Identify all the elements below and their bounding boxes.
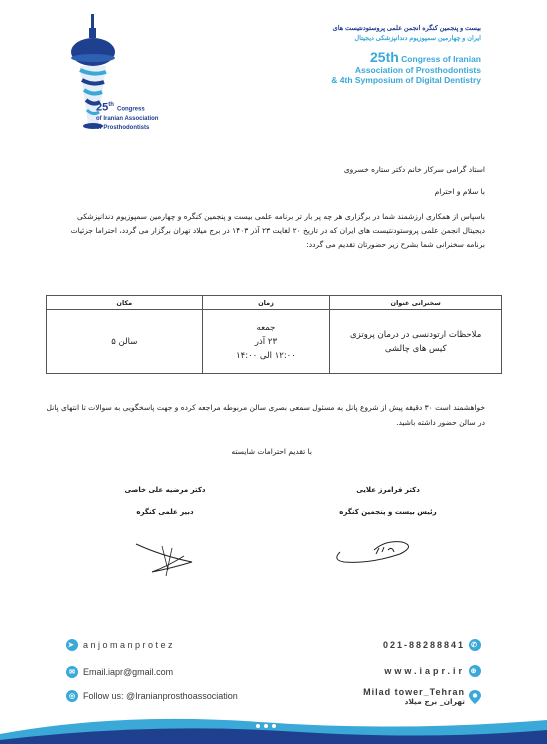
email-contact: ✉ Email.iapr@gmail.com: [66, 666, 173, 678]
instruction-note: خواهشمند است ۳۰ دقیقه پیش از شروع پانل به مسئول سمعی بصری سالن مربوطه مراجعه کرده و جهت پاسخگویی به سوالات تا انتهای پانل در سالن حضور داشته باشید.: [46, 403, 485, 427]
signature-block-president: [318, 486, 458, 516]
table-row: [47, 310, 502, 374]
footer-wave-decoration: [0, 712, 547, 744]
intro-paragraph: باسپاس از همکاری ارزشمند شما در برگزاری هر چه پر بار تر برنامه علمی بیست و پنجمین کنگره و چهارمین سمپوزیوم دندانپزشکی دیجیتال انجمن علمی پروستودنتیست های ایران که در تاریخ ۲۰ لغایت ۲۳ آذر ۱۴۰۳ در برج میلاد تهران برگزار می گردد، احتراما جزئیات برنامه سخنرانی شما بشرح زیر حضورتان تقدیم می گردد:: [70, 212, 485, 249]
schedule-table: [46, 295, 502, 374]
telegram-icon: ➤: [66, 639, 78, 651]
signature-block-secretary: [95, 486, 235, 516]
header-fa-line2: ایران و چهارمین سمپوزیوم دندانپزشکی دیجیتال: [354, 35, 481, 42]
recipient-line: استاد گرامی سرکار خانم دکتر ستاره خسروی: [343, 165, 485, 174]
closing-regards: با تقدیم احترامات شایسته: [231, 447, 312, 456]
instagram-contact: ◎ Follow us: @Iranianprosthoassociation: [66, 690, 238, 702]
greeting-line: با سلام و احترام: [434, 187, 485, 196]
talk-time-cell: جمعه ۲۳ آذر ۱۲:۰۰ الی ۱۴:۰۰: [202, 310, 330, 374]
congress-header: [281, 24, 481, 85]
header-fa-line1: بیست و پنجمین کنگره انجمن علمی پروستودنتیست های: [332, 25, 481, 32]
phone-icon: ✆: [469, 639, 481, 651]
secretary-signature-icon: [132, 526, 204, 586]
president-name: دکتر فرامرز علایی: [356, 486, 420, 494]
instagram-icon: ◎: [66, 690, 78, 702]
header-en-line3: & 4th Symposium of Digital Dentistry: [331, 75, 481, 85]
table-header-time: زمان: [202, 296, 330, 310]
secretary-role: دبیر علمی کنگره: [136, 508, 194, 516]
president-signature-icon: [330, 530, 420, 570]
website-contact: www.iapr.ir ⊕: [384, 666, 480, 676]
table-header-place: مکان: [47, 296, 203, 310]
location-pin-icon: [469, 690, 481, 704]
email-icon: ✉: [66, 666, 78, 678]
header-en-line2: Association of Prosthodontists: [354, 65, 481, 75]
globe-icon: ⊕: [469, 665, 481, 677]
telegram-contact: ➤ anjomanprotez: [67, 640, 176, 650]
phone-contact: 021-88288841 ✆: [383, 639, 481, 651]
talk-title-cell: ملاحظات ارتودنسی در درمان پروتزی کیس های چالشی: [330, 310, 502, 374]
address-contact: Milad tower_Tehran تهران_ برج میلاد: [363, 687, 481, 707]
talk-place-cell: سالن ۵: [47, 310, 203, 374]
table-header-title: سخنرانی عنوان: [330, 296, 502, 310]
secretary-name: دکتر مرضیه علی خاصی: [124, 486, 206, 494]
header-en-title: 25th Congress of Iranian: [370, 49, 481, 65]
logo-caption: 25th Congress of Iranian Association of Prosthodontists: [96, 101, 159, 131]
president-role: رئیس بیست و پنجمین کنگره: [339, 508, 437, 516]
